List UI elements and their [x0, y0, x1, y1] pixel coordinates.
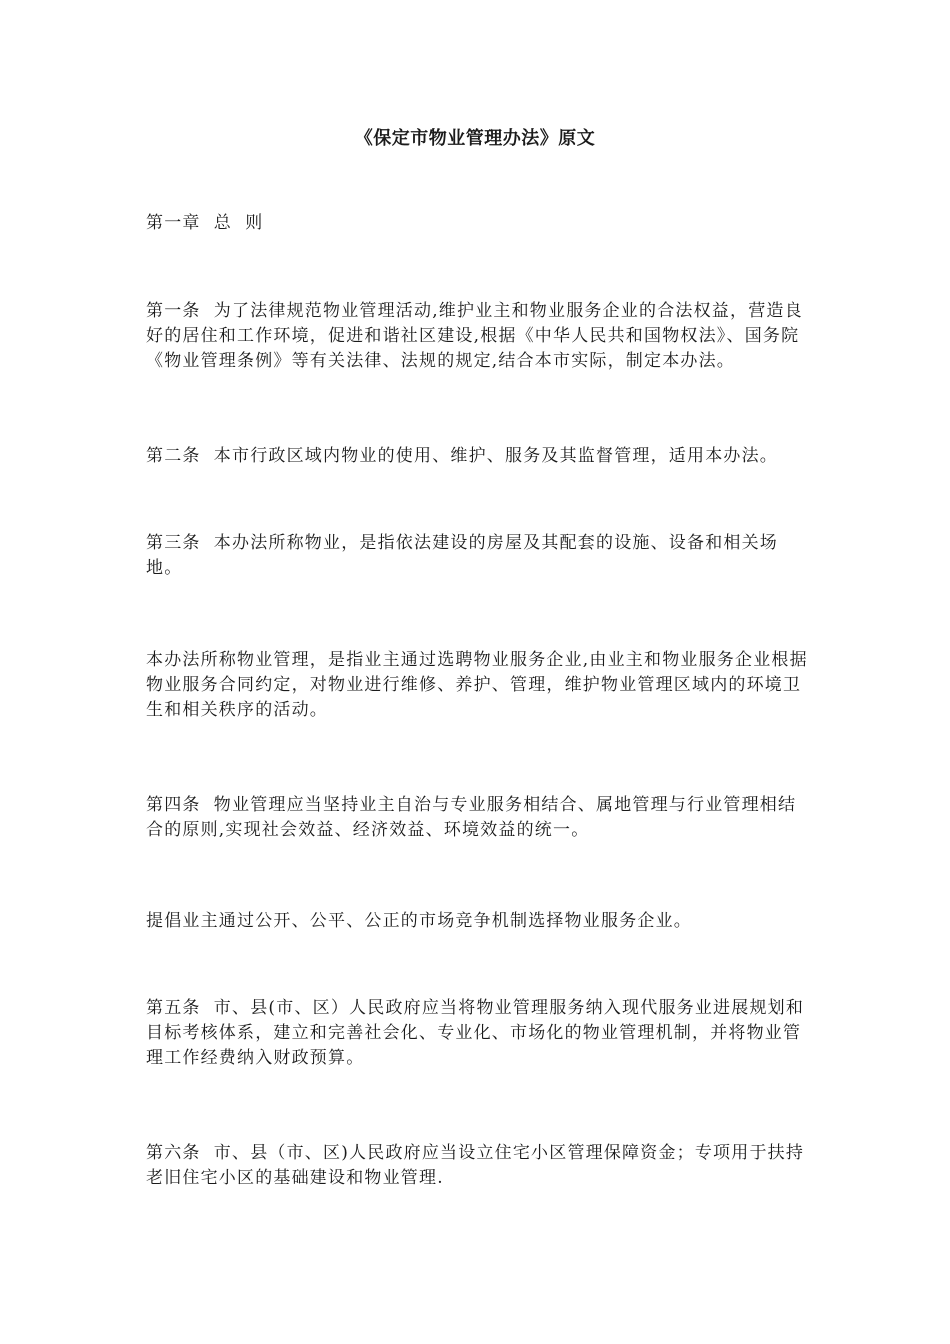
article-4-supplement-paragraph: 提倡业主通过公开、公平、公正的市场竞争机制选择物业服务企业。 [146, 911, 692, 931]
article-5-paragraph: 第五条 市、县(市、区）人民政府应当将物业管理服务纳入现代服务业进展规划和目标考核体系，建立和完善社会化、专业化、市场化的物业管理机制，并将物业管理工作经费纳入财政预算。 [146, 998, 805, 1068]
article-2-paragraph: 第二条 本市行政区域内物业的使用、维护、服务及其监督管理，适用本办法。 [146, 446, 779, 466]
article-3-paragraph: 第三条 本办法所称物业，是指依法建设的房屋及其配套的设施、设备和相关场地。 [146, 533, 779, 578]
article-3-supplement-paragraph: 本办法所称物业管理，是指业主通过选聘物业服务企业,由业主和物业服务企业根据物业服务合同约定，对物业进行维修、养护、管理，维护物业管理区域内的环境卫生和相关秩序的活动。 [146, 650, 808, 720]
document-title: 《保定市物业管理办法》原文 [354, 128, 596, 149]
article-1-paragraph: 第一条 为了法律规范物业管理活动,维护业主和物业服务企业的合法权益，营造良好的居住和工作环境，促进和谐社区建设,根据《中华人民共和国物权法》、国务院《物业管理条例》等有关法律、法规的规定,结合本市实际，制定本办法。 [146, 301, 803, 371]
article-4-paragraph: 第四条 物业管理应当坚持业主自治与专业服务相结合、属地管理与行业管理相结合的原则,实现社会效益、经济效益、环境效益的统一。 [146, 795, 797, 840]
chapter-heading: 第一章 总 则 [146, 213, 264, 233]
article-6-paragraph: 第六条 市、县（市、区)人民政府应当设立住宅小区管理保障资金；专项用于扶持老旧住宅小区的基础建设和物业管理. [146, 1143, 805, 1188]
